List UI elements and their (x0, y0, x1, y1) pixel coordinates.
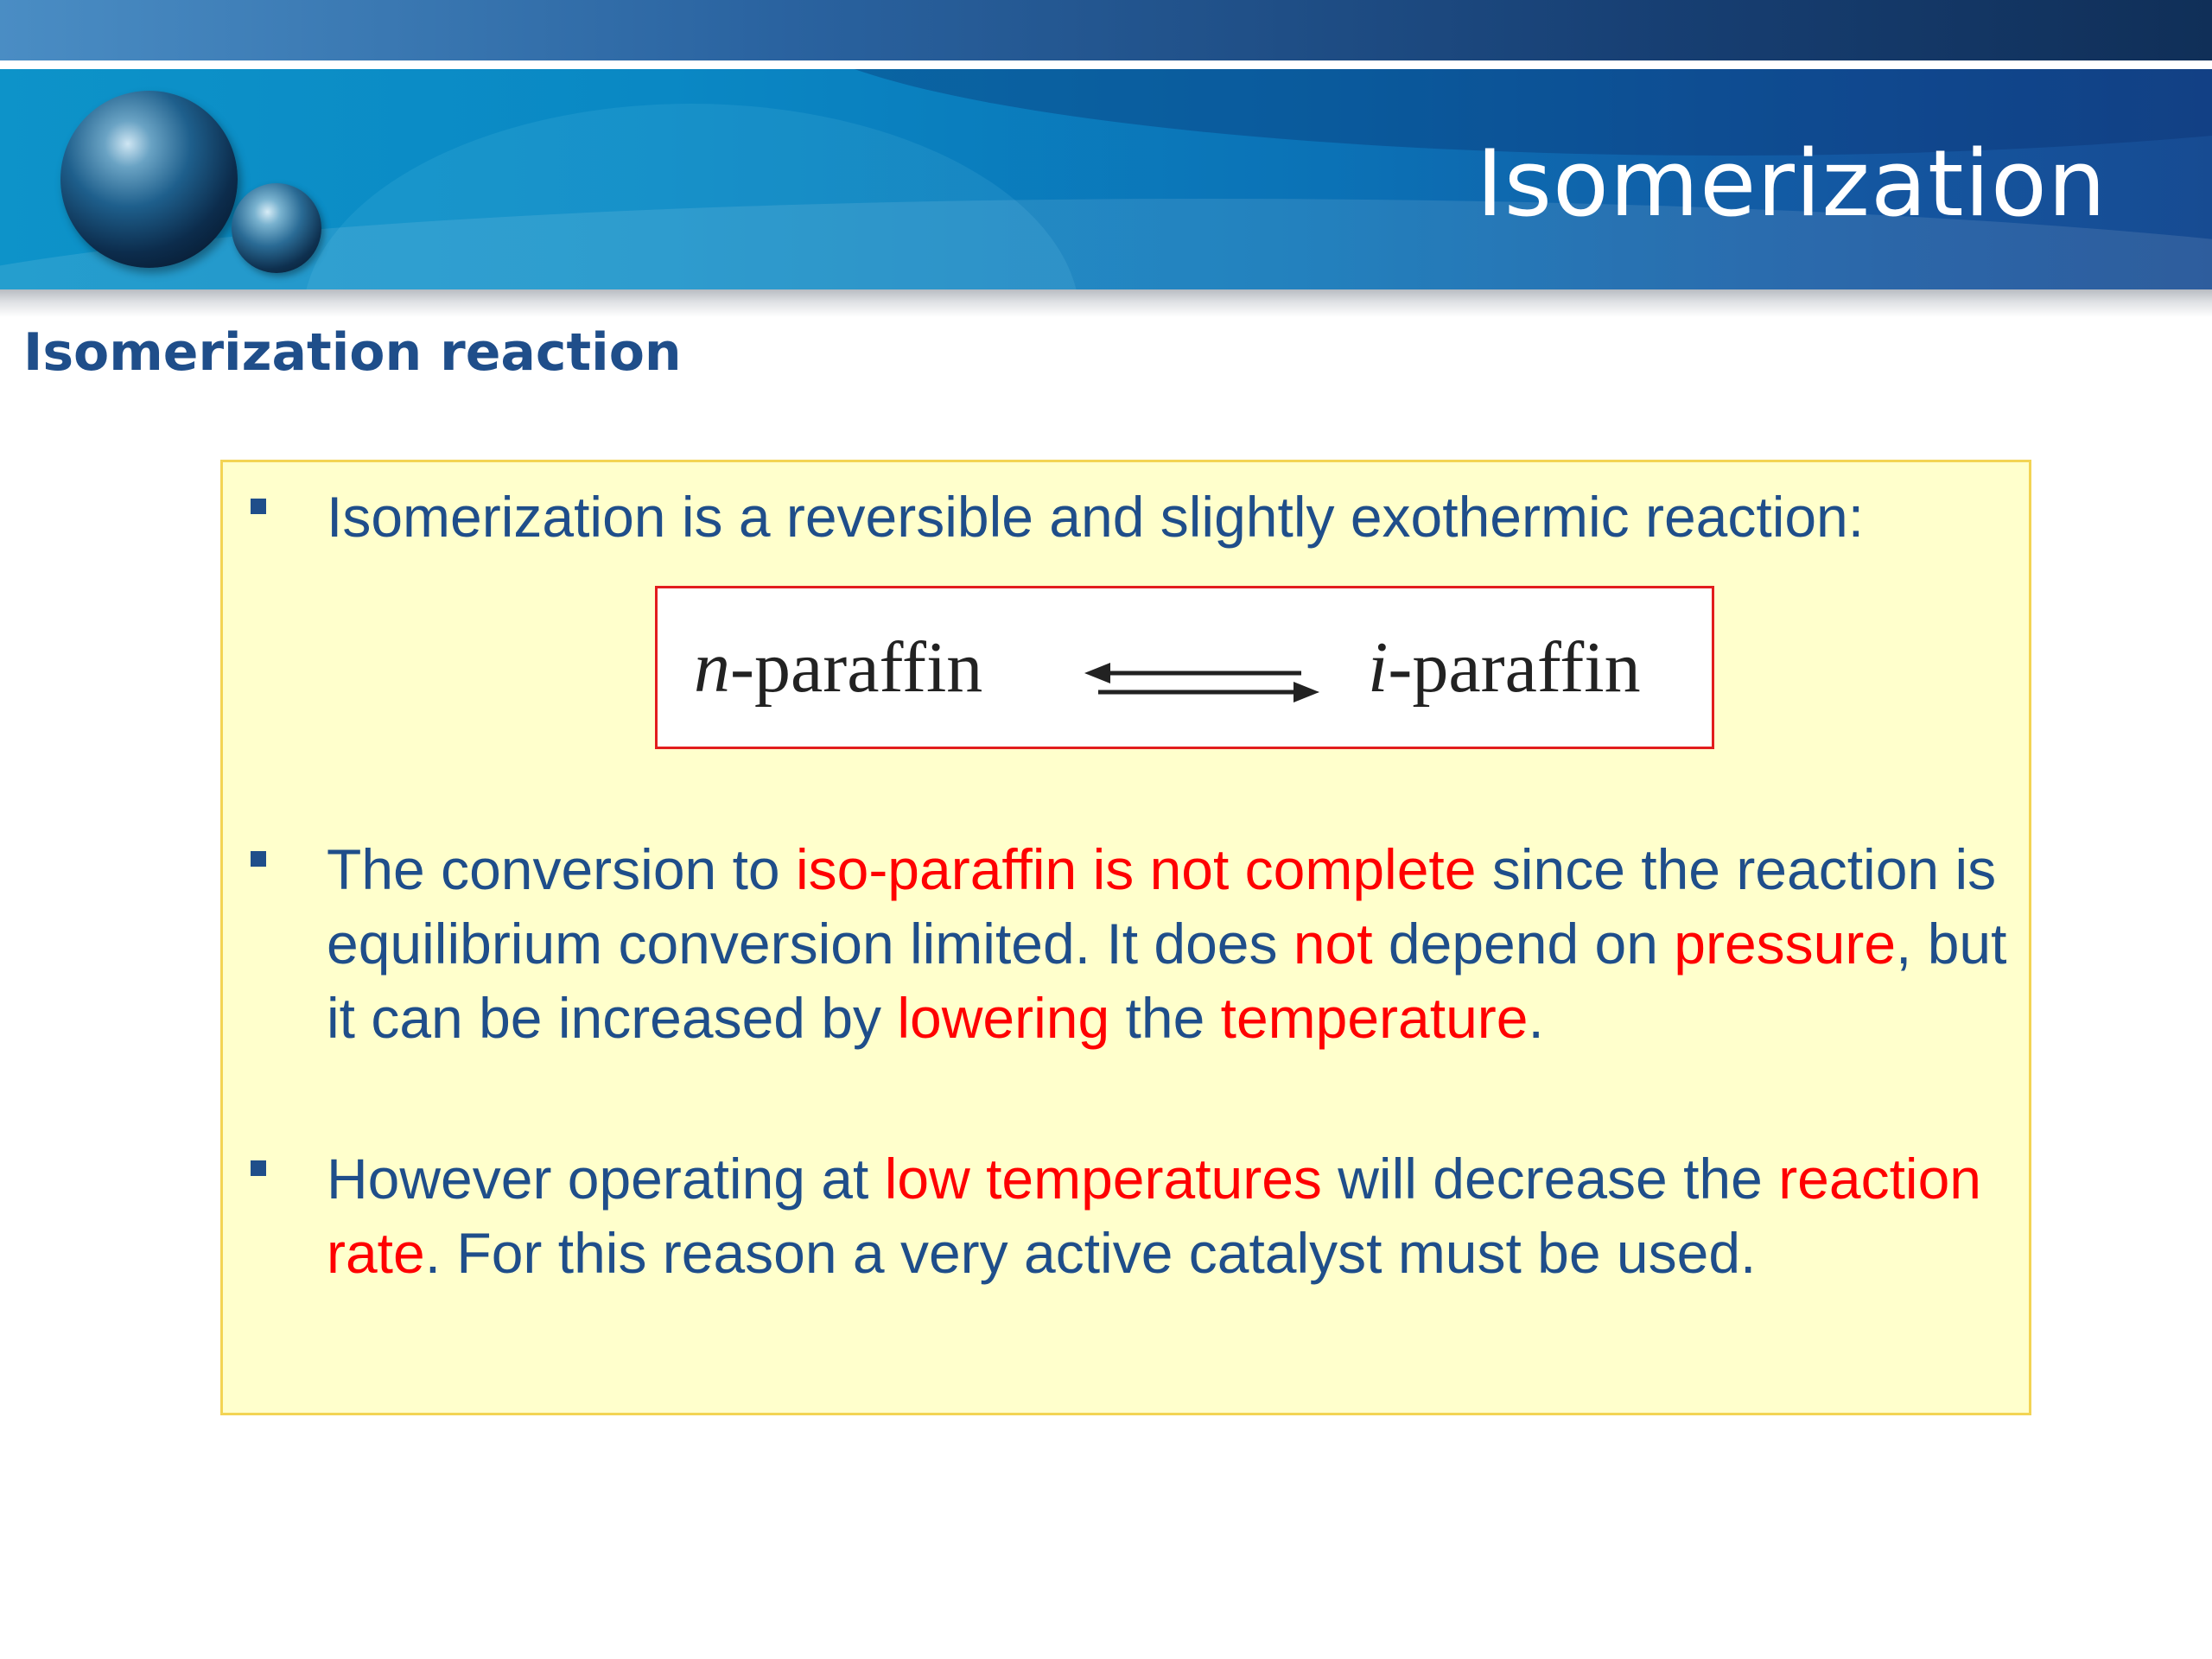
bullet-marker (251, 499, 266, 514)
text-segment: . For this reason a very active catalyst must be used. (424, 1221, 1757, 1285)
text-segment: will decrease the (1321, 1147, 1779, 1211)
equation-box (655, 586, 1714, 749)
text-segment: the (1109, 986, 1221, 1050)
equation-product (1368, 627, 1641, 708)
bullet-text-1 (327, 480, 2020, 554)
bullet-text-3 (327, 1141, 2020, 1290)
text-segment: since the reaction is equilibrium conversion limited. It does (327, 837, 1997, 976)
equation-reactant-prefix: n (694, 627, 730, 708)
equation-reactant-name: -paraffin (730, 627, 983, 708)
bullet-text-2 (327, 832, 2020, 1055)
text-segment: , but it can be increased by (327, 912, 2007, 1050)
text-segment: Isomerization is a reversible and slightly exothermic reaction: (327, 485, 1865, 549)
highlight-segment: pressure (1674, 912, 1897, 976)
text-segment: . (1528, 986, 1544, 1050)
text-segment: However operating at (327, 1147, 885, 1211)
highlight-segment: lowering (897, 986, 1110, 1050)
text-segment: The conversion to (327, 837, 796, 901)
bullet-marker (251, 1160, 266, 1176)
highlight-segment: not (1293, 912, 1373, 976)
highlight-segment: reaction rate (327, 1147, 1981, 1285)
globe-orb-large (60, 91, 238, 268)
equilibrium-arrows-icon (1081, 656, 1323, 708)
bullet-marker (251, 851, 266, 867)
highlight-segment: iso-paraffin is not complete (795, 837, 1477, 901)
banner-shadow-strip (0, 289, 2212, 317)
header-gap (0, 60, 2212, 69)
equation-product-name: -paraffin (1388, 627, 1641, 708)
globe-orb-small (232, 183, 321, 273)
text-segment: depend on (1372, 912, 1675, 976)
slide-title: Isomerization (1476, 130, 2107, 237)
content-box (220, 460, 2031, 1415)
highlight-segment: temperature (1220, 986, 1529, 1050)
equation-product-prefix: i (1368, 627, 1389, 708)
highlight-segment: low temperatures (884, 1147, 1322, 1211)
section-heading: Isomerization reaction (23, 322, 682, 383)
equation-reactant (694, 627, 983, 708)
top-bar (0, 0, 2212, 60)
